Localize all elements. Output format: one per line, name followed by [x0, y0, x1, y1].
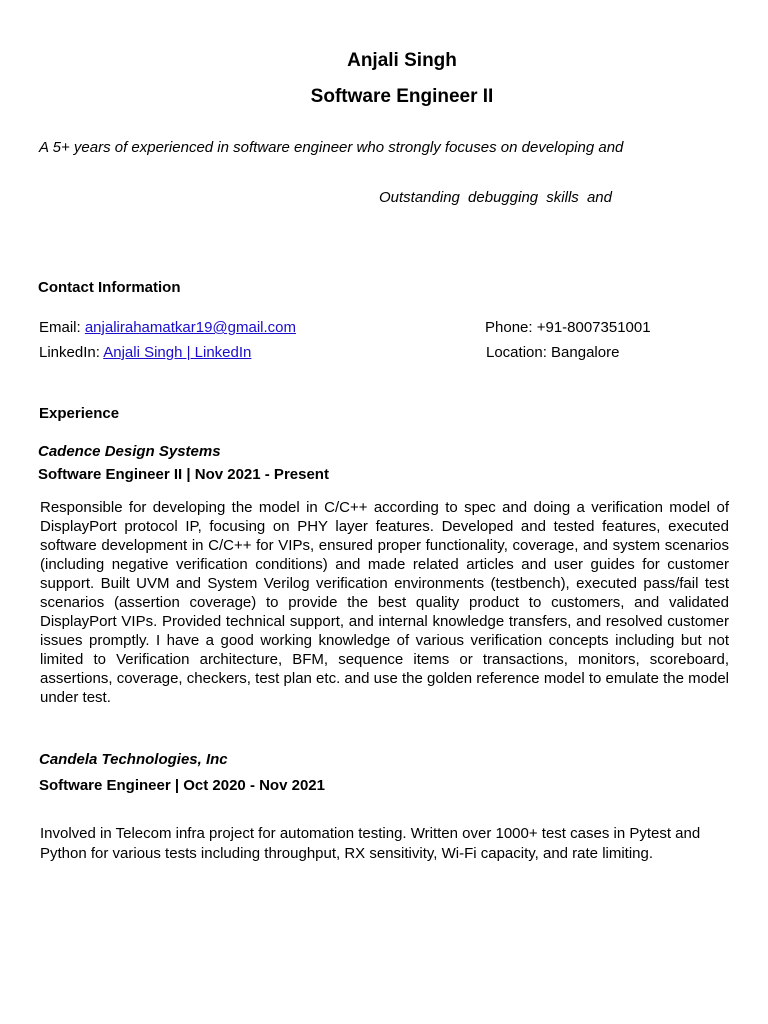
job-role-dates: Software Engineer | Oct 2020 - Nov 2021	[39, 777, 325, 794]
summary-line-2: Outstanding debugging skills and	[379, 189, 612, 206]
contact-location	[486, 344, 619, 361]
job-description: Involved in Telecom infra project for automation testing. Written over 1000+ test cases in Pytest and Python for various tests including throughput, RX sensitivity, Wi-Fi capacity, and rate limiting.	[40, 825, 701, 862]
job-role-dates: Software Engineer II | Nov 2021 - Present	[38, 466, 329, 483]
location-value: Bangalore	[551, 344, 620, 361]
contact-linkedin	[39, 344, 251, 361]
email-link[interactable]: anjalirahamatkar19@gmail.com	[84, 319, 296, 336]
summary-line-1: A 5+ years of experienced in software engineer who strongly focuses on developing and	[39, 139, 624, 156]
linkedin-link[interactable]: Anjali Singh | LinkedIn	[103, 344, 252, 361]
location-label: Location:	[486, 344, 552, 361]
company-name: Candela Technologies, Inc	[39, 751, 228, 768]
contact-phone	[485, 319, 651, 336]
job-description: Responsible for developing the model in C/C++ according to spec and doing a verification model of DisplayPort protocol IP, focusing on PHY layer features. Developed and tested features, executed software development in C/C++ for VIPs, ensured proper functionality, coverage, and system scenarios (including negative verification conditions) and made related articles and user guides for customer support. Built UVM and System Verilog verification environments (testbench), executed pass/fail test scenarios (assertion coverage) to provide the best quality product to customers, and validated DisplayPort VIPs. Provided technical support, and internal knowledge transfers, and resolved customer issues promptly. I have a good working knowledge of various verification concepts including but not limited to Verification architecture, BFM, sequence items or transactions, monitors, scoreboard, assertions, coverage, checkers, test plan etc. and use the golden reference model to emulate the model under test.	[40, 499, 729, 706]
phone-value: +91-8007351001	[536, 319, 651, 336]
candidate-name: Anjali Singh	[347, 50, 457, 71]
phone-label: Phone:	[485, 319, 537, 336]
job-title: Software Engineer II	[310, 86, 494, 107]
contact-heading: Contact Information	[38, 279, 181, 296]
email-label: Email:	[39, 319, 85, 336]
linkedin-label: LinkedIn:	[39, 344, 104, 361]
contact-email	[39, 319, 296, 336]
company-name: Cadence Design Systems	[38, 443, 221, 460]
experience-heading: Experience	[39, 405, 120, 422]
